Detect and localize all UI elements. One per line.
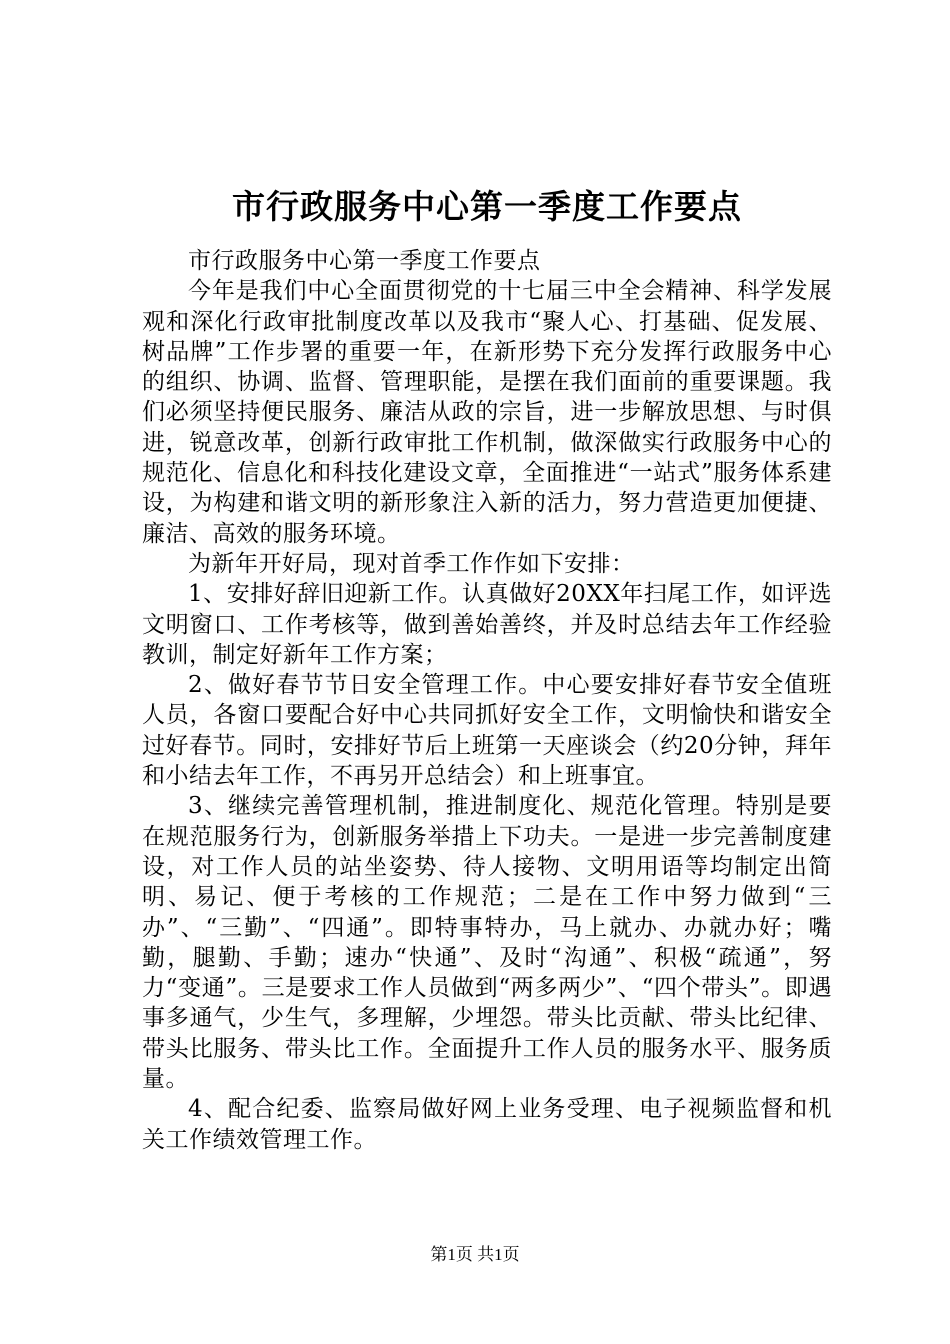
document-body	[142, 246, 832, 1155]
document-title: 市行政服务中心第一季度工作要点	[232, 187, 742, 226]
paragraph-subtitle: 市行政服务中心第一季度工作要点	[188, 248, 541, 274]
page-footer: 第1页 共1页	[430, 1245, 520, 1264]
paragraph-item-3: 3、继续完善管理机制，推进制度化、规范化管理。特别是要在规范服务行为，创新服务举措上下功夫。一是进一步完善制度建设，对工作人员的站坐姿势、待人接物、文明用语等均制定出简明、易记、便于考核的工作规范；二是在工作中努力做到“三办”、“三勤”、“四通”。即特事特办，马上就办、办就办好；嘴勤，腿勤、手勤；速办“快通”、及时“沟通”、积极“疏通”，努力“变通”。三是要求工作人员做到“两多两少”、“四个带头”。即遇事多通气，少生气，多理解，少埋怨。带头比贡献、带头比纪律、带头比服务、带头比工作。全面提升工作人员的服务水平、服务质量。	[142, 793, 832, 1093]
paragraph-item-4: 4、配合纪委、监察局做好网上业务受理、电子视频监督和机关工作绩效管理工作。	[142, 1096, 832, 1153]
document-page	[142, 178, 832, 1155]
paragraph-intro: 今年是我们中心全面贯彻党的十七届三中全会精神、科学发展观和深化行政审批制度改革以及我市“聚人心、打基础、促发展、树品牌”工作步署的重要一年，在新形势下充分发挥行政服务中心的组织、协调、监督、管理职能，是摆在我们面前的重要课题。我们必须坚持便民服务、廉洁从政的宗旨，进一步解放思想、与时俱进，锐意改革，创新行政审批工作机制，做深做实行政服务中心的规范化、信息化和科技化建设文章，全面推进“一站式”服务体系建设，为构建和谐文明的新形象注入新的活力，努力营造更加便捷、廉洁、高效的服务环境。	[142, 278, 832, 547]
paragraph-arrangement: 为新年开好局，现对首季工作作如下安排：	[188, 550, 635, 577]
paragraph-item-1: 1、安排好辞旧迎新工作。认真做好20XX年扫尾工作，如评选文明窗口、工作考核等，做到善始善终，并及时总结去年工作经验教训，制定好新年工作方案；	[142, 581, 832, 668]
paragraph-item-2: 2、做好春节节日安全管理工作。中心要安排好春节安全值班人员，各窗口要配合好中心共同抓好安全工作，文明愉快和谐安全过好春节。同时，安排好节后上班第一天座谈会（约20分钟，拜年和小结去年工作，不再另开总结会）和上班事宜。	[142, 672, 832, 790]
